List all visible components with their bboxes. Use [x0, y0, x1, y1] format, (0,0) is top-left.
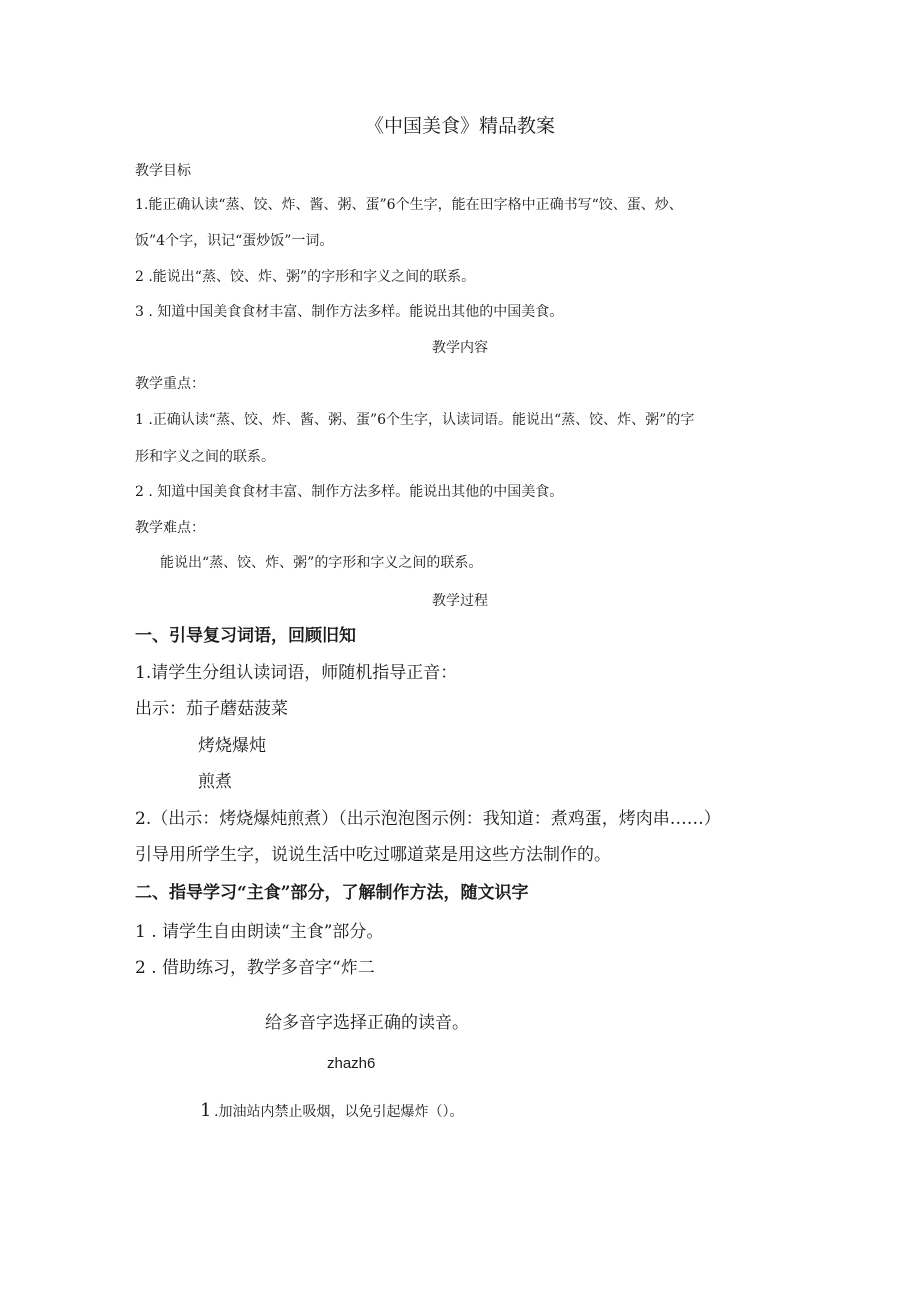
goal-1-line-1: 1.能正确认读“蒸、饺、炸、酱、粥、蛋”6个生字，能在田字格中正确书写“饺、蛋、炒、 — [135, 197, 683, 213]
difficulty-1: 能说出“蒸、饺、炸、粥”的字形和字义之间的联系。 — [160, 555, 483, 571]
key-point-1-line-1: 1 .正确认读“蒸、饺、炸、酱、粥、蛋”6个生字，认读词语。能说出“蒸、饺、炸、粥”的字 — [135, 412, 695, 428]
section-1-item-2-line-2: 引导用所学生字，说说生活中吃过哪道菜是用这些方法制作的。 — [135, 845, 611, 865]
section-1-item-1: 1.请学生分组认读词语，师随机指导正音： — [135, 663, 458, 683]
goal-3: 3 . 知道中国美食食材丰富、制作方法多样。能说出其他的中国美食。 — [135, 304, 564, 320]
content-heading: 教学内容 — [432, 340, 488, 356]
difficulty-heading: 教学难点： — [135, 520, 205, 536]
key-point-2: 2 . 知道中国美食食材丰富、制作方法多样。能说出其他的中国美食。 — [135, 484, 564, 500]
section-1-words-3: 煎煮 — [198, 772, 232, 792]
section-2-item-1: 1 . 请学生自由朗读“主食”部分。 — [135, 922, 384, 942]
section-1-heading: 一、引导复习词语，回顾旧知 — [135, 626, 356, 646]
section-1-words-2: 烤烧爆炖 — [198, 736, 266, 756]
process-heading: 教学过程 — [432, 593, 488, 609]
exercise-item-1: .加油站内禁止吸烟，以免引起爆炸（）。 — [214, 1104, 464, 1120]
goals-heading: 教学目标 — [135, 163, 191, 179]
section-1-item-2: 2.（出示：烤烧爆炖煎煮）（出示泡泡图示例：我知道：煮鸡蛋，烤肉串……） — [135, 809, 721, 829]
section-2-heading: 二、指导学习“主食”部分，了解制作方法，随文识字 — [135, 883, 529, 903]
goal-1-line-2: 饭”4个字，识记“蛋炒饭”一词。 — [135, 233, 334, 249]
goal-2: 2 .能说出“蒸、饺、炸、粥”的字形和字义之间的联系。 — [135, 269, 476, 285]
pinyin-options: zhazh6 — [327, 1055, 376, 1072]
document-title: 《中国美食》精品教案 — [364, 115, 555, 137]
exercise-prompt: 给多音字选择正确的读音。 — [265, 1013, 469, 1033]
exercise-number: 1 — [200, 1100, 212, 1121]
section-2-item-2: 2 . 借助练习，教学多音字“炸二 — [135, 958, 375, 978]
section-1-show-line: 出示：茄子蘑菇菠菜 — [135, 699, 288, 719]
key-point-1-line-2: 形和字义之间的联系。 — [135, 449, 275, 465]
key-points-heading: 教学重点： — [135, 376, 205, 392]
